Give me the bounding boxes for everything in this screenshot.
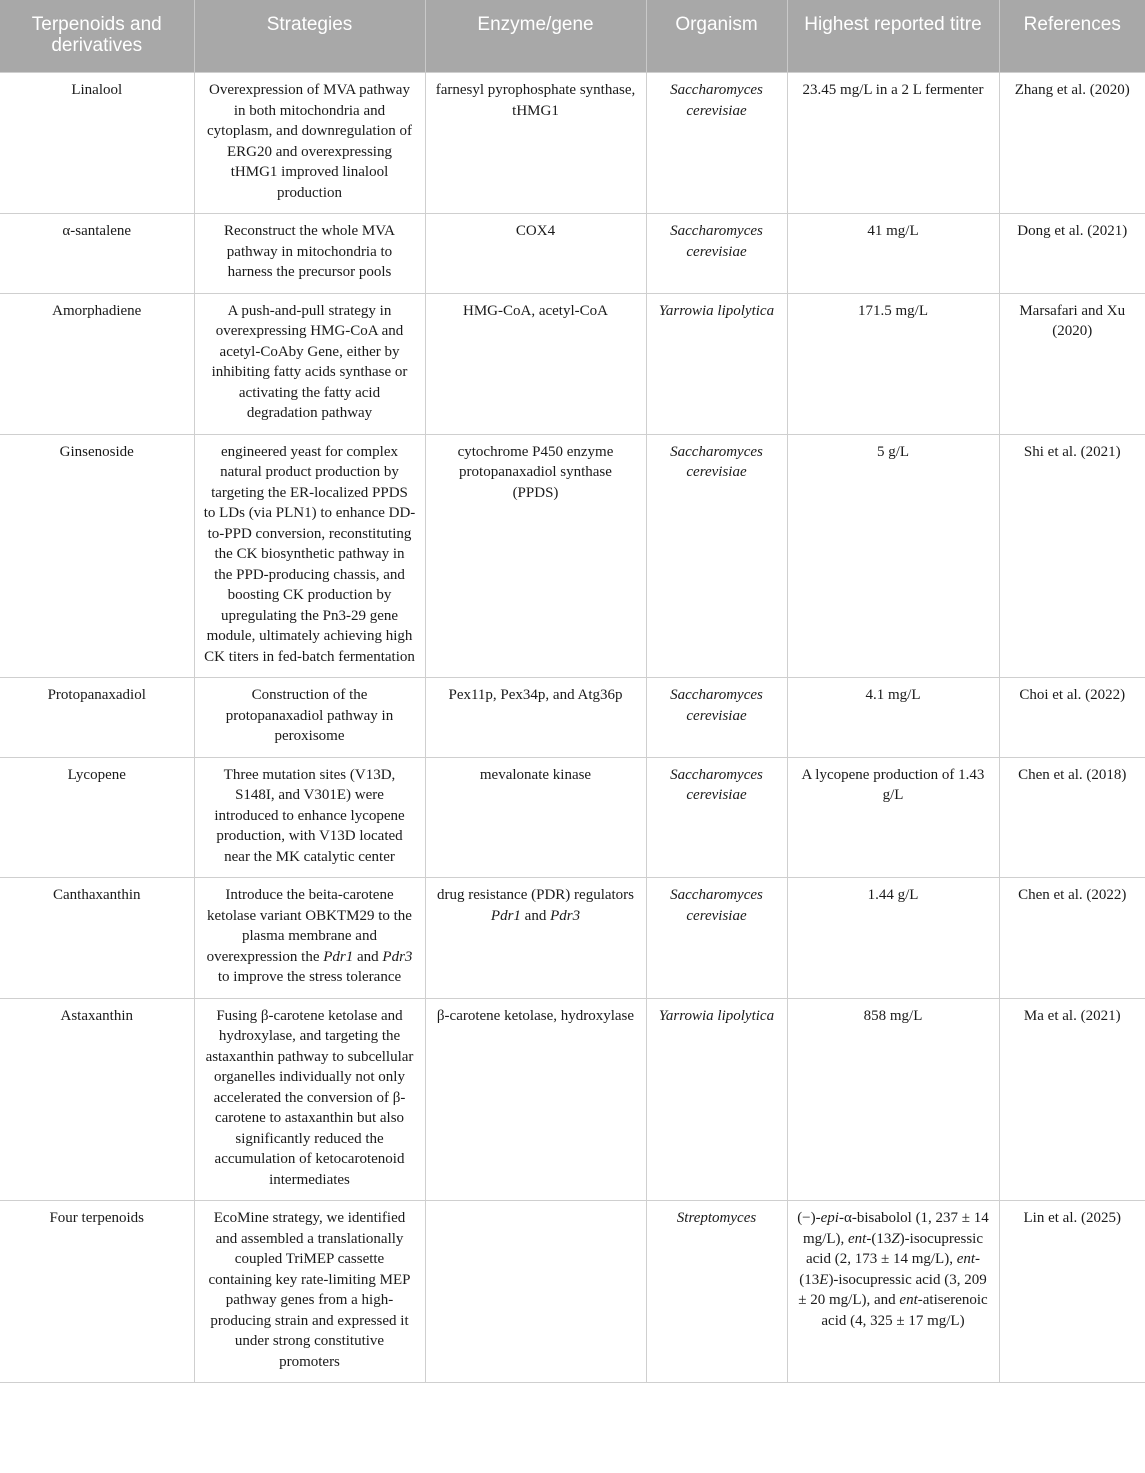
strategy-text: Introduce the beita-carotene ketolase variant OBKTM29 to the plasma membrane and overexpression the bbox=[206, 887, 412, 965]
titre-cell bbox=[787, 1201, 999, 1383]
compound-cell: Linalool bbox=[0, 73, 194, 214]
titre-text: 5 g/L bbox=[876, 443, 910, 460]
header-organism: Organism bbox=[646, 0, 787, 73]
strategy-text: engineered yeast for complex natural product production by targeting the ER-localized PPDS to LDs (via PLN1) to enhance DD-to-PPD conversion, reconstituting the CK biosynthetic pathway in the PPD-producing chassis, and boosting CK production by upregulating the Pn3-29 gene module, ultimately achieving high CK titers in fed-batch fermentation bbox=[203, 443, 416, 665]
strategy-text: Pdr3 bbox=[382, 948, 413, 965]
titre-cell bbox=[787, 678, 999, 758]
enzyme-gene-cell bbox=[425, 1201, 646, 1383]
header-row bbox=[0, 0, 1145, 73]
enzyme-text: Pex11p, Pex34p, and Atg36p bbox=[448, 687, 623, 703]
header-references: References bbox=[999, 0, 1145, 73]
strategy-cell bbox=[194, 293, 425, 434]
strategy-text: Construction of the protopanaxadiol pathway in peroxisome bbox=[225, 687, 394, 744]
strategy-cell bbox=[194, 878, 425, 999]
organism-text: Saccharomyces cerevisiae bbox=[670, 687, 763, 724]
reference-cell: Choi et al. (2022) bbox=[999, 678, 1145, 758]
titre-text: ent bbox=[956, 1251, 976, 1267]
titre-text: Z bbox=[891, 1230, 900, 1247]
strategy-text: Three mutation sites (V13D, S148I, and V301E) were introduced to enhance lycopene production, with V13D located near the MK catalytic center bbox=[214, 766, 405, 865]
titre-text: 171.5 mg/L bbox=[858, 302, 928, 319]
titre-text: 23.45 mg/L in a 2 L fermenter bbox=[802, 82, 984, 98]
titre-text: 41 mg/L bbox=[867, 223, 919, 239]
enzyme-gene-cell bbox=[425, 757, 646, 878]
enzyme-text: drug resistance (PDR) regulators bbox=[436, 887, 635, 903]
titre-text: ent bbox=[848, 1230, 867, 1247]
strategy-cell bbox=[194, 757, 425, 878]
organism-text: Saccharomyces cerevisiae bbox=[670, 223, 763, 260]
strategy-text: and bbox=[353, 948, 383, 965]
strategy-cell bbox=[194, 434, 425, 678]
enzyme-text: COX4 bbox=[515, 223, 556, 239]
strategy-text: Overexpression of MVA pathway in both mitochondria and cytoplasm, and downregulation of ERG20 and overexpressing tHMG1 improved linalool production bbox=[207, 82, 412, 201]
compound-cell: Amorphadiene bbox=[0, 293, 194, 434]
reference-cell: Lin et al. (2025) bbox=[999, 1201, 1145, 1383]
table-header bbox=[0, 0, 1145, 73]
organism-cell bbox=[646, 757, 787, 878]
strategy-text: to improve the stress tolerance bbox=[217, 969, 402, 985]
titre-cell bbox=[787, 878, 999, 999]
strategy-cell bbox=[194, 73, 425, 214]
compound-cell: Canthaxanthin bbox=[0, 878, 194, 999]
header-strategies: Strategies bbox=[194, 0, 425, 73]
organism-cell bbox=[646, 434, 787, 678]
titre-cell bbox=[787, 434, 999, 678]
organism-text: Streptomyces bbox=[676, 1210, 757, 1226]
organism-text: Saccharomyces cerevisiae bbox=[670, 82, 763, 119]
table-row bbox=[0, 1201, 1145, 1383]
enzyme-text: HMG-CoA, acetyl-CoA bbox=[463, 302, 608, 319]
organism-text: Saccharomyces cerevisiae bbox=[670, 443, 763, 480]
titre-text: -α-bisabolol (1, 237 ± 14 mg/L), bbox=[803, 1210, 989, 1247]
enzyme-gene-cell bbox=[425, 214, 646, 294]
organism-text: Saccharomyces cerevisiae bbox=[670, 887, 763, 924]
table-row bbox=[0, 998, 1145, 1201]
organism-cell bbox=[646, 214, 787, 294]
strategy-cell bbox=[194, 678, 425, 758]
titre-text: -(13 bbox=[799, 1251, 981, 1288]
titre-cell bbox=[787, 757, 999, 878]
strategy-cell bbox=[194, 1201, 425, 1383]
titre-text: -atiserenoic acid (4, 325 ± 17 mg/L) bbox=[821, 1292, 988, 1329]
titre-cell bbox=[787, 293, 999, 434]
enzyme-gene-cell bbox=[425, 678, 646, 758]
organism-cell bbox=[646, 293, 787, 434]
compound-cell: Ginsenoside bbox=[0, 434, 194, 678]
organism-text: Yarrowia lipolytica bbox=[658, 1007, 775, 1024]
organism-cell bbox=[646, 73, 787, 214]
strategy-text: Fusing β-carotene ketolase and hydroxylase, and targeting the astaxanthin pathway to subcellular organelles individually not only accelerated the conversion of β-carotene to astaxanthin but also significantly reduced the accumulation of ketocarotenoid intermediates bbox=[205, 1007, 414, 1188]
titre-text: (−)- bbox=[797, 1210, 821, 1226]
reference-cell: Chen et al. (2018) bbox=[999, 757, 1145, 878]
enzyme-text: cytochrome P450 enzyme protopanaxadiol synthase (PPDS) bbox=[457, 443, 614, 501]
titre-text: A lycopene production of 1.43 g/L bbox=[801, 766, 985, 803]
organism-cell bbox=[646, 998, 787, 1201]
titre-text: ent bbox=[899, 1292, 918, 1308]
compound-cell: Protopanaxadiol bbox=[0, 678, 194, 758]
titre-text: 858 mg/L bbox=[863, 1007, 923, 1024]
enzyme-gene-cell bbox=[425, 434, 646, 678]
header-terpenoids: Terpenoids and derivatives bbox=[0, 0, 194, 73]
organism-cell bbox=[646, 878, 787, 999]
table-body bbox=[0, 73, 1145, 1383]
organism-cell bbox=[646, 1201, 787, 1383]
reference-cell: Ma et al. (2021) bbox=[999, 998, 1145, 1201]
organism-text: Saccharomyces cerevisiae bbox=[670, 766, 763, 803]
strategy-text: A push-and-pull strategy in overexpressing HMG-CoA and acetyl-CoAby Gene, either by inhibiting fatty acids synthase or activating the fatty acid degradation pathway bbox=[211, 302, 408, 421]
enzyme-text: and bbox=[520, 907, 551, 924]
titre-text: E bbox=[819, 1271, 829, 1288]
strategy-text: Pdr1 bbox=[323, 948, 354, 965]
organism-text: Yarrowia lipolytica bbox=[658, 302, 775, 319]
reference-cell: Dong et al. (2021) bbox=[999, 214, 1145, 294]
table-row bbox=[0, 757, 1145, 878]
strategy-text: Reconstruct the whole MVA pathway in mitochondria to harness the precursor pools bbox=[224, 223, 395, 280]
enzyme-gene-cell bbox=[425, 73, 646, 214]
titre-text: )-isocupressic acid (3, 209 ± 20 mg/L), and bbox=[798, 1271, 987, 1308]
enzyme-text: β-carotene ketolase, hydroxylase bbox=[436, 1007, 635, 1024]
reference-cell: Shi et al. (2021) bbox=[999, 434, 1145, 678]
compound-cell: Astaxanthin bbox=[0, 998, 194, 1201]
reference-cell: Marsafari and Xu (2020) bbox=[999, 293, 1145, 434]
table-row bbox=[0, 73, 1145, 214]
table-row bbox=[0, 214, 1145, 294]
compound-cell: α-santalene bbox=[0, 214, 194, 294]
titre-text: 1.44 g/L bbox=[867, 887, 919, 903]
strategy-text: EcoMine strategy, we identified and assembled a translationally coupled TriMEP cassette containing key rate-limiting MEP pathway genes from a high-producing strain and expressed it under strong constitutive promoters bbox=[208, 1210, 411, 1370]
enzyme-text: Pdr1 bbox=[490, 907, 521, 924]
titre-text: -(13 bbox=[866, 1230, 892, 1247]
enzyme-gene-cell bbox=[425, 998, 646, 1201]
strategy-cell bbox=[194, 214, 425, 294]
titre-text: )-isocupressic acid (2, 173 ± 14 mg/L), bbox=[805, 1230, 983, 1267]
header-enzyme-gene: Enzyme/gene bbox=[425, 0, 646, 73]
titre-cell bbox=[787, 998, 999, 1201]
reference-cell: Chen et al. (2022) bbox=[999, 878, 1145, 999]
titre-cell bbox=[787, 73, 999, 214]
reference-cell: Zhang et al. (2020) bbox=[999, 73, 1145, 214]
strategy-cell bbox=[194, 998, 425, 1201]
titre-cell bbox=[787, 214, 999, 294]
header-titre: Highest reported titre bbox=[787, 0, 999, 73]
table-row bbox=[0, 434, 1145, 678]
organism-cell bbox=[646, 678, 787, 758]
titre-text: 4.1 mg/L bbox=[865, 687, 921, 703]
compound-cell: Lycopene bbox=[0, 757, 194, 878]
enzyme-text: Pdr3 bbox=[550, 907, 581, 924]
enzyme-text: farnesyl pyrophosphate synthase, tHMG1 bbox=[435, 82, 636, 119]
table-row bbox=[0, 293, 1145, 434]
table-row bbox=[0, 678, 1145, 758]
enzyme-gene-cell bbox=[425, 878, 646, 999]
enzyme-gene-cell bbox=[425, 293, 646, 434]
titre-text: epi bbox=[820, 1210, 839, 1226]
table-row bbox=[0, 878, 1145, 999]
enzyme-text: mevalonate kinase bbox=[479, 766, 592, 783]
compound-cell: Four terpenoids bbox=[0, 1201, 194, 1383]
